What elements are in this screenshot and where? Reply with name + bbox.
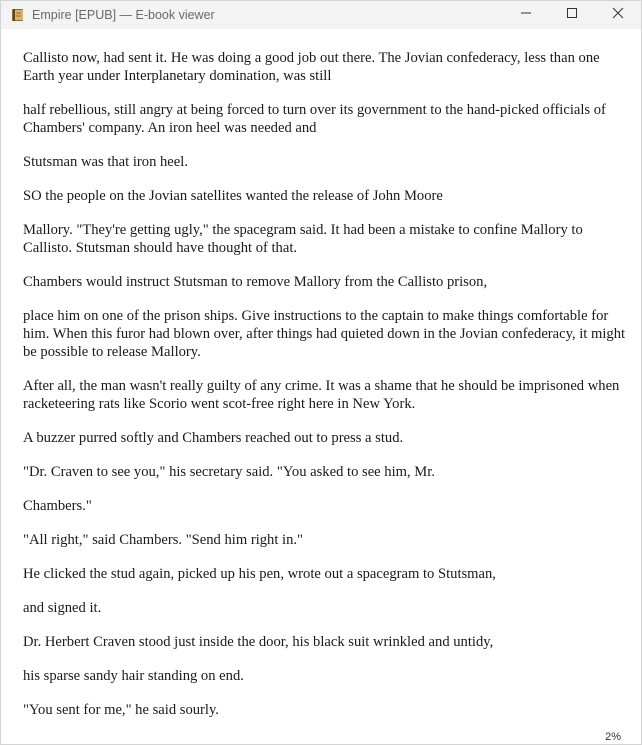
minimize-button[interactable] <box>503 1 549 29</box>
window-title: Empire [EPUB] — E-book viewer <box>32 8 215 22</box>
close-button[interactable] <box>595 1 641 29</box>
maximize-icon <box>566 6 578 24</box>
paragraph: "All right," said Chambers. "Send him right in." <box>23 532 304 548</box>
paragraph: half rebellious, still angry at being forced to turn over its government to the hand-picked officials of Chambers' company. An iron heel was needed and <box>23 102 606 136</box>
paragraph: He clicked the stud again, picked up his pen, wrote out a spacegram to Stutsman, <box>23 566 496 582</box>
book-page-content[interactable] <box>23 49 627 735</box>
title-bar[interactable] <box>1 1 641 29</box>
paragraph: Chambers." <box>23 498 92 514</box>
paragraph: place him on one of the prison ships. Give instructions to the captain to make things comfortable for him. When this furor had blown over, after things had quieted down in the Jovian confederacy, it might be possible to release Mallory. <box>23 308 626 360</box>
paragraph: SO the people on the Jovian satellites wanted the release of John Moore <box>23 188 443 204</box>
paragraph: Callisto now, had sent it. He was doing a good job out there. The Jovian confederacy, less than one Earth year under Interplanetary domination, was still <box>23 50 600 84</box>
paragraph: After all, the man wasn't really guilty of any crime. It was a shame that he should be imprisoned when racketeering rats like Scorio went scot-free right here in New York. <box>23 378 620 412</box>
maximize-button[interactable] <box>549 1 595 29</box>
paragraph: Mallory. "They're getting ugly," the spacegram said. It had been a mistake to confine Mallory to Callisto. Stutsman should have thought of that. <box>23 222 583 256</box>
paragraph: "You sent for me," he said sourly. <box>23 702 219 718</box>
paragraph: "Dr. Craven to see you," his secretary said. "You asked to see him, Mr. <box>23 464 435 480</box>
close-icon <box>612 6 624 24</box>
reading-progress: 2% <box>605 731 621 743</box>
book-icon <box>10 7 26 23</box>
window-controls <box>503 1 641 29</box>
paragraph: Chambers would instruct Stutsman to remove Mallory from the Callisto prison, <box>23 274 488 290</box>
paragraph: his sparse sandy hair standing on end. <box>23 668 244 684</box>
paragraph: Stutsman was that iron heel. <box>23 154 188 170</box>
paragraph: Dr. Herbert Craven stood just inside the door, his black suit wrinkled and untidy, <box>23 634 494 650</box>
paragraph: A buzzer purred softly and Chambers reached out to press a stud. <box>23 430 404 446</box>
minimize-icon <box>520 6 532 24</box>
paragraph: and signed it. <box>23 600 102 616</box>
